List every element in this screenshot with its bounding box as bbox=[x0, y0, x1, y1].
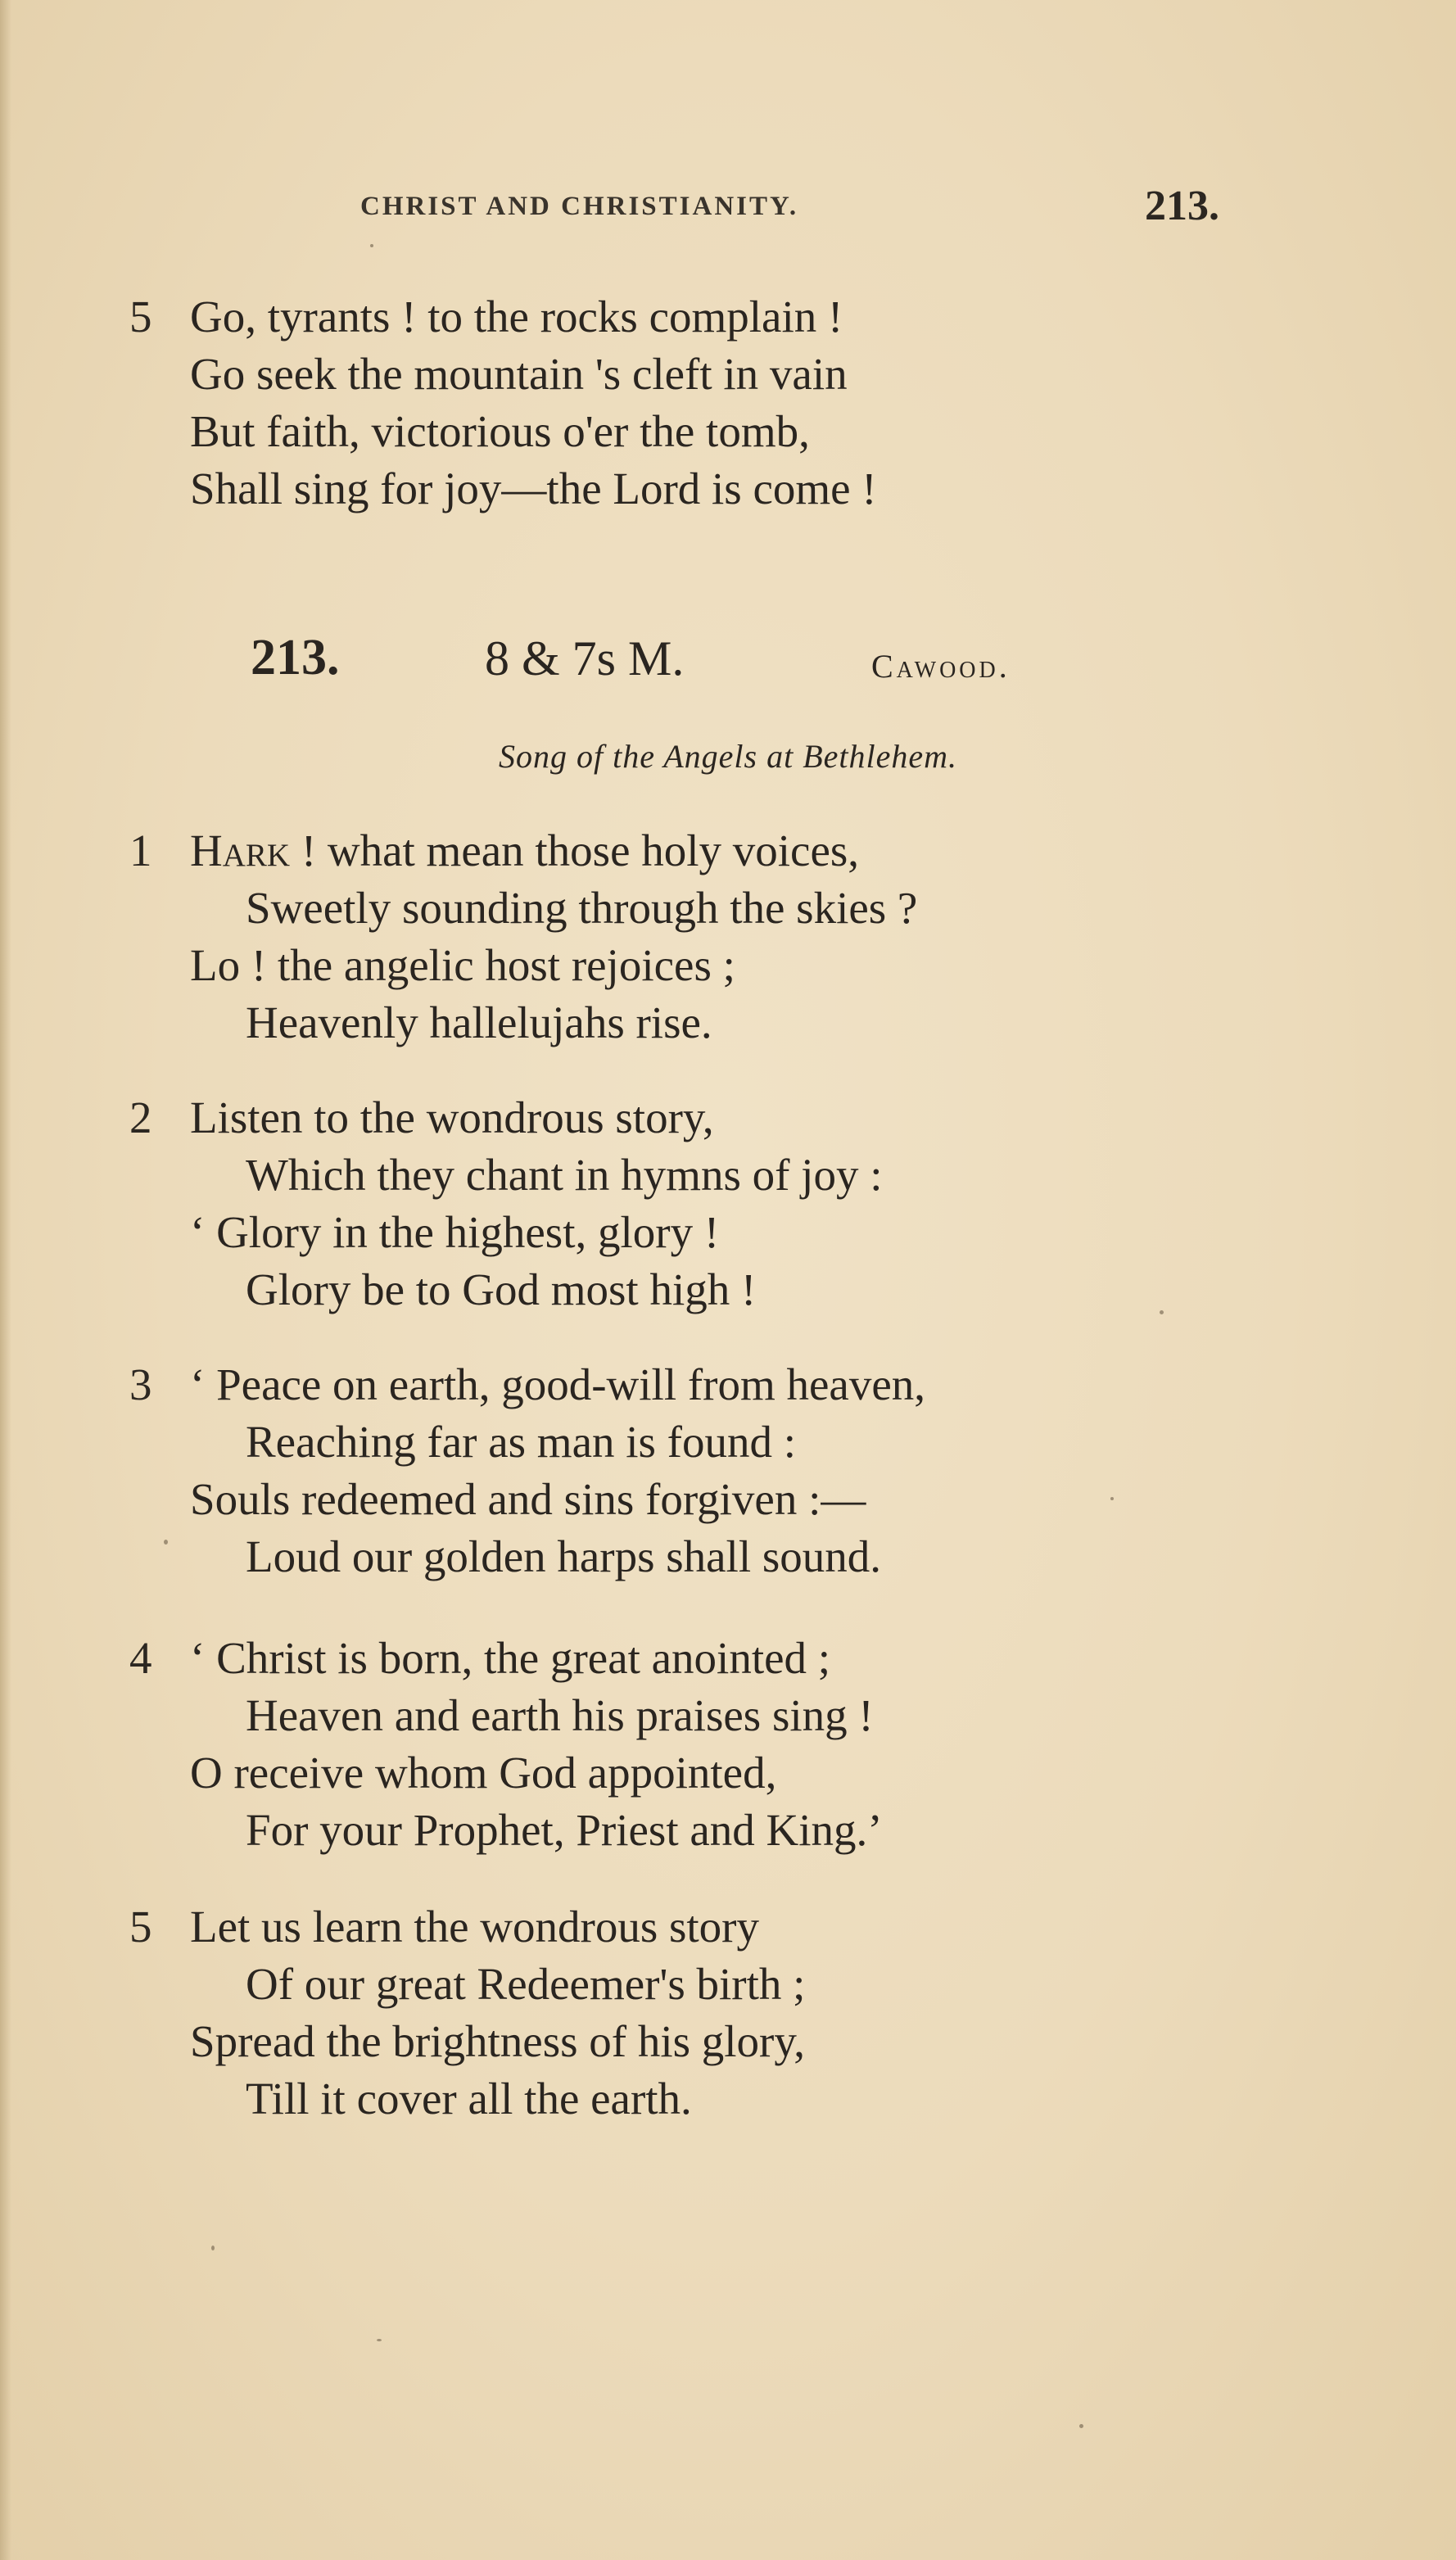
verse-line bbox=[0, 822, 1456, 880]
verse-line bbox=[0, 1528, 1456, 1585]
verse-line bbox=[0, 1356, 1456, 1413]
page-number: 213. bbox=[1145, 183, 1219, 229]
verse-line bbox=[0, 460, 1456, 518]
verse-line bbox=[0, 1204, 1456, 1261]
verse-text-rest: ! what mean those holy voices, bbox=[290, 825, 860, 875]
verse-line bbox=[0, 937, 1456, 994]
verse-text: Listen to the wondrous story, bbox=[190, 1092, 714, 1142]
verse-text: Reaching far as man is found : bbox=[246, 1417, 797, 1467]
verse-text: Let us learn the wondrous story bbox=[190, 1902, 759, 1952]
verse-line bbox=[0, 403, 1456, 460]
verse-text: Till it cover all the earth. bbox=[246, 2074, 692, 2124]
verse-text: Heaven and earth his praises sing ! bbox=[246, 1690, 874, 1740]
verse-line bbox=[0, 994, 1456, 1052]
verse-line bbox=[0, 880, 1456, 937]
verse-text: Shall sing for joy—the Lord is come ! bbox=[190, 464, 877, 513]
paper-speck bbox=[211, 2246, 215, 2250]
verse-line bbox=[0, 2013, 1456, 2070]
verse-text bbox=[190, 822, 859, 880]
hymn-number: 213. bbox=[251, 630, 340, 685]
verse-text: Lo ! the angelic host rejoices ; bbox=[190, 940, 735, 990]
verse-line bbox=[0, 1147, 1456, 1204]
stanza-number: 2 bbox=[129, 1092, 152, 1142]
verse-text: Of our great Redeemer's birth ; bbox=[246, 1959, 806, 2009]
verse-text: Heavenly hallelujahs rise. bbox=[246, 997, 712, 1047]
hymn-stanza-2 bbox=[0, 1089, 1456, 1318]
verse-text: Which they chant in hymns of joy : bbox=[246, 1150, 883, 1200]
verse-text: Sweetly sounding through the skies ? bbox=[246, 883, 918, 933]
hymn-stanza-3 bbox=[0, 1356, 1456, 1585]
hymn-stanza-5 bbox=[0, 1898, 1456, 2128]
verse-line bbox=[0, 1089, 1456, 1147]
paper-speck bbox=[164, 1540, 168, 1545]
verse-line bbox=[0, 2070, 1456, 2128]
verse-text: ‘ Glory in the highest, glory ! bbox=[190, 1207, 720, 1257]
verse-text: Spread the brightness of his glory, bbox=[190, 2016, 806, 2066]
stanza-number: 3 bbox=[129, 1359, 152, 1409]
paper-speck bbox=[1110, 1497, 1114, 1500]
verse-line bbox=[0, 1898, 1456, 1956]
verse-text: Loud our golden harps shall sound. bbox=[246, 1531, 882, 1581]
paper-speck bbox=[370, 244, 373, 247]
hymn-stanza-1 bbox=[0, 822, 1456, 1052]
page-header bbox=[0, 183, 1456, 236]
verse-line bbox=[0, 1956, 1456, 2013]
drop-word: Hark bbox=[190, 825, 291, 875]
hymn-stanza-4 bbox=[0, 1630, 1456, 1859]
verse-line bbox=[0, 1802, 1456, 1859]
running-title: CHRIST AND CHRISTIANITY. bbox=[360, 192, 799, 221]
hymn-heading bbox=[0, 629, 1456, 703]
verse-line bbox=[0, 1261, 1456, 1318]
verse-text: For your Prophet, Priest and King.’ bbox=[246, 1805, 883, 1855]
verse-text: ‘ Christ is born, the great anointed ; bbox=[190, 1633, 831, 1683]
verse-text: Go, tyrants ! to the rocks complain ! bbox=[190, 292, 843, 341]
paper-speck bbox=[1079, 2424, 1083, 2428]
verse-text: Glory be to God most high ! bbox=[246, 1264, 757, 1314]
stanza-number: 5 bbox=[129, 1902, 152, 1952]
paper-speck bbox=[377, 2339, 382, 2341]
hymn-title: Song of the Angels at Bethlehem. bbox=[498, 738, 958, 775]
verse-line bbox=[0, 1471, 1456, 1528]
verse-text: Go seek the mountain 's cleft in vain bbox=[190, 349, 848, 399]
verse-line bbox=[0, 346, 1456, 403]
tune-name: Cawood. bbox=[871, 648, 1011, 685]
verse-text: Souls redeemed and sins forgiven :— bbox=[190, 1474, 866, 1524]
verse-text: O receive whom God appointed, bbox=[190, 1748, 777, 1798]
stanza-number: 1 bbox=[129, 825, 152, 875]
verse-line bbox=[0, 1744, 1456, 1802]
hymn-meter: 8 & 7s M. bbox=[485, 631, 685, 685]
previous-hymn-stanza-5 bbox=[0, 288, 1456, 518]
stanza-number: 4 bbox=[129, 1633, 152, 1683]
verse-line bbox=[0, 288, 1456, 346]
verse-text: But faith, victorious o'er the tomb, bbox=[190, 406, 810, 456]
verse-line bbox=[0, 1630, 1456, 1687]
verse-line bbox=[0, 1413, 1456, 1471]
verse-line bbox=[0, 1687, 1456, 1744]
stanza-number: 5 bbox=[129, 292, 152, 341]
paper-speck bbox=[1160, 1310, 1164, 1314]
verse-text: ‘ Peace on earth, good-will from heaven, bbox=[190, 1359, 925, 1409]
